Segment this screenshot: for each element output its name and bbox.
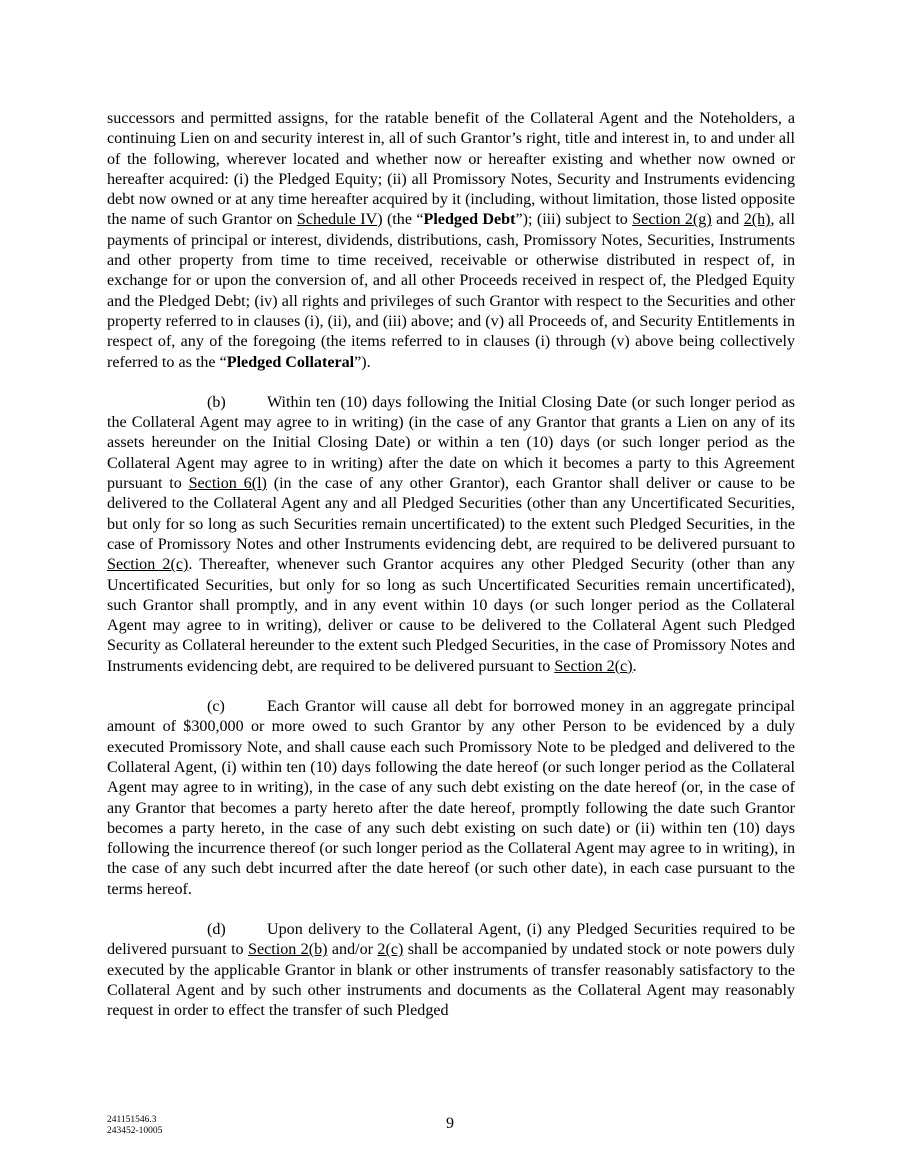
- page-number: 9: [446, 1115, 454, 1132]
- text-run: ”); (iii) subject to: [515, 211, 633, 229]
- text-run: ) (the “: [377, 211, 424, 229]
- text-run: (in the case of any other Grantor), each Grantor shall deliver or cause to be delivered to the Collateral Agent any and all Pledged Securities (other than any Uncertificated Securities, but only for so long as such Securities remain uncertificated) to the extent such Pledged Securities, in the case of Promissory Notes and other Instruments evidencing debt, are required to be delivered pursuant to: [107, 475, 795, 553]
- paragraph-label-c: (c): [207, 698, 225, 716]
- text-run: Each Grantor will cause all debt for borrowed money in an aggregate principal amount of $300,000 or more owed to such Grantor by any other Person to be evidenced by a duly executed Promissory Note, and shall cause each such Promissory Note to be pledged and delivered to the Collateral Agent, (i) within ten (10) days following the date hereof (or such longer period as the Collateral Agent may agree to in writing), in the case of any such debt existing on the date hereof (or, in the case of any Grantor that becomes a party hereto after the date hereof, promptly following the date such Grantor becomes a party hereto, in the case of any such debt existing on such date) or (ii) within ten (10) days following the incurrence thereof (or such longer period as the Collateral Agent may agree to in writing), in the case of any such debt incurred after the date hereof (or such other date), in each case pursuant to the terms hereof.: [107, 698, 795, 898]
- section-2c-reference: Section 2(c): [107, 556, 189, 574]
- section-2h-reference: 2(h): [743, 211, 771, 229]
- defined-term-pledged-collateral: Pledged Collateral: [226, 353, 355, 371]
- section-2c-reference: 2(c): [377, 941, 404, 959]
- schedule-iv-reference: Schedule IV: [296, 211, 378, 229]
- paragraph-d: [107, 920, 795, 1021]
- section-6l-reference: Section 6(l): [188, 475, 267, 493]
- text-run: Upon delivery to the Collateral Agent, (i) any Pledged Securities required to be delivered pursuant to: [107, 920, 795, 959]
- text-run: . Thereafter, whenever such Grantor acquires any other Pledged Security (other than any Uncertificated Securities, but only for so long as such Uncertificated Securities remain uncertificated), such Grantor shall promptly, and in any event within 10 days (or such longer period as the Collateral Agent may agree to in writing), deliver or cause to be delivered to the Collateral Agent such Pledged Security as Collateral hereunder to the extent such Pledged Securities, in the case of Promissory Notes and Instruments evidencing debt, are required to be delivered pursuant to: [107, 556, 795, 675]
- section-2b-reference: Section 2(b): [248, 941, 328, 959]
- text-run: .: [632, 657, 637, 675]
- paragraph-label-b: (b): [207, 393, 226, 411]
- paragraph-c: [107, 697, 795, 900]
- section-2c-reference: Section 2(c): [554, 657, 633, 675]
- document-id: 241151546.3: [107, 1115, 157, 1125]
- text-run: , all payments of principal or interest, dividends, distributions, cash, Promissory Notes, Securities, Instruments and other property from time to time received, receivable or otherwise distributed in respect of, in exchange for or upon the conversion of, and all other Proceeds received in respect of, the Pledged Equity and the Pledged Debt; (iv) all rights and privileges of such Grantor with respect to the Securities and other property referred to in clauses (i), (ii), and (iii) above; and (v) all Proceeds of, and Security Entitlements in respect of, any of the foregoing (the items referred to in clauses (i) through (v) above being collectively referred to as the “: [107, 211, 796, 371]
- text-run: ”).: [354, 353, 371, 371]
- document-id: 243452-10005: [107, 1126, 163, 1136]
- paragraph-b: [107, 393, 795, 677]
- text-run: and: [711, 211, 744, 229]
- defined-term-pledged-debt: Pledged Debt: [423, 211, 516, 229]
- text-run: and/or: [327, 941, 378, 959]
- text-run: shall be accompanied by undated stock or note powers duly executed by the applicable Grantor in blank or other instruments of transfer reasonably satisfactory to the Collateral Agent and by such other instruments and documents as the Collateral Agent may reasonably request in order to effect the transfer of such Pledged: [107, 941, 796, 1020]
- paragraph-label-d: (d): [207, 920, 226, 938]
- text-run: Within ten (10) days following the Initial Closing Date (or such longer period as the Collateral Agent may agree to in writing) (in the case of any Grantor that grants a Lien on any of its assets hereunder on the Initial Closing Date) or within a ten (10) days (or such longer period as the Collateral Agent may agree to in writing) after the date on which it becomes a party to this Agreement pursuant to: [107, 393, 795, 493]
- text-run: successors and permitted assigns, for the ratable benefit of the Collateral Agent and the Noteholders, a continuing Lien on and security interest in, all of such Grantor’s right, title and interest in, to and under all of the following, wherever located and whether now or hereafter existing and whether now owned or hereafter acquired: (i) the Pledged Equity; (ii) all Promissory Notes, Security and Instruments evidencing debt now owned or at any time hereafter acquired by it (including, without limitation, those listed opposite the name of such Grantor on: [107, 110, 795, 229]
- section-2g-reference: Section 2(g): [632, 211, 712, 229]
- document-body: [107, 109, 795, 1041]
- paragraph-a-continuation: [107, 109, 795, 373]
